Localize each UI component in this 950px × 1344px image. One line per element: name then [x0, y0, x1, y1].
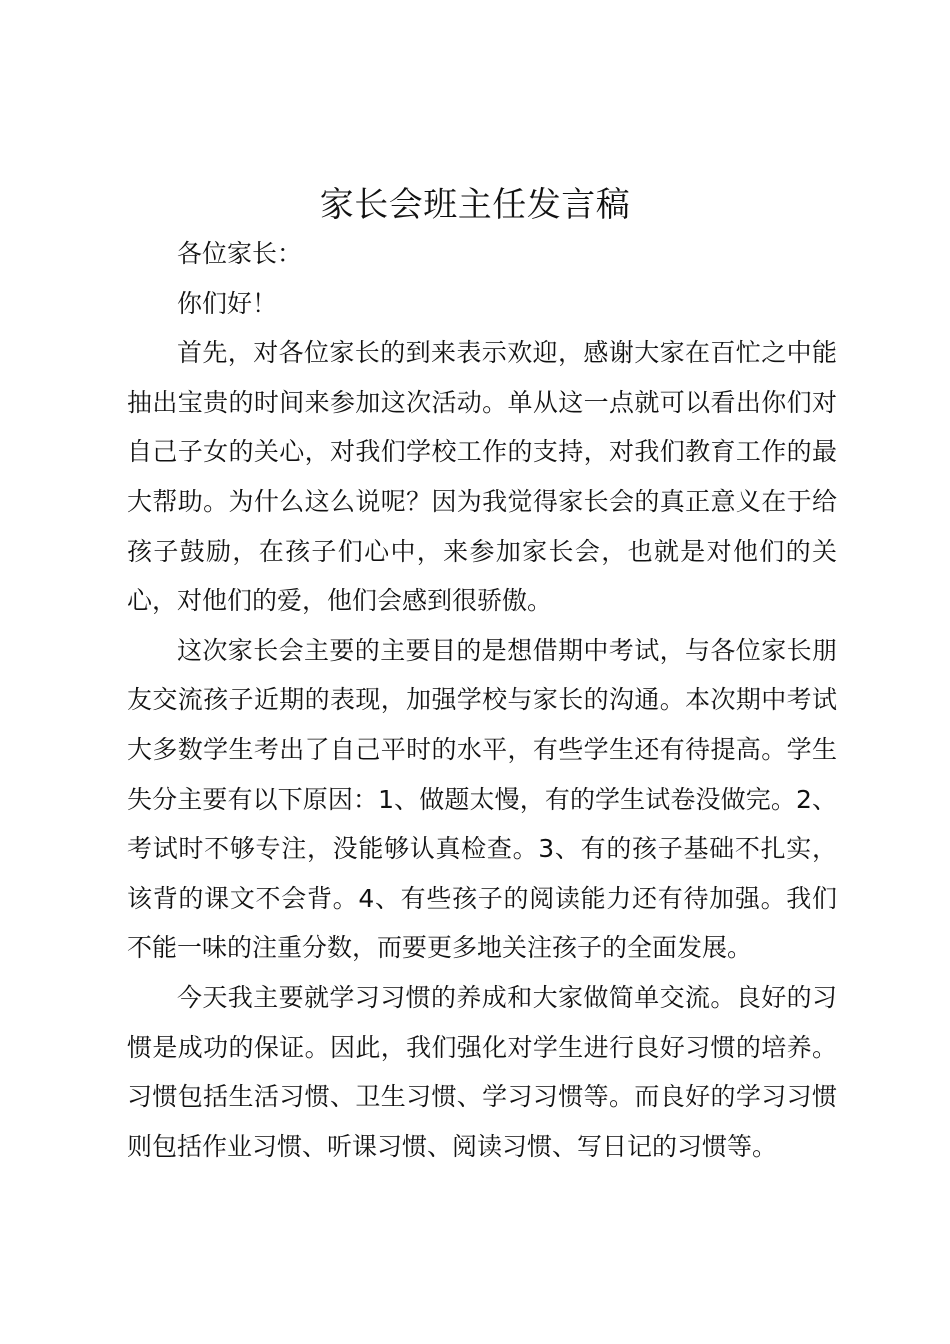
- salutation-line: 你们好！: [177, 288, 278, 318]
- paragraph-welcome: 首先，对各位家长的到来表示欢迎，感谢大家在百忙之中能抽出宝贵的时间来参加这次活动。单从这一点就可以看出你们对自己子女的关心，对我们学校工作的支持，对我们教育工作的最大帮助。为什么这么说呢？因为我觉得家长会的真正意义在于给孩子鼓励，在孩子们心中，来参加家长会，也就是对他们的关心，对他们的爱，他们会感到很骄傲。: [127, 338, 837, 616]
- document-title: 家长会班主任发言稿: [319, 185, 631, 225]
- paragraph-exam-review: 这次家长会主要的主要目的是想借期中考试，与各位家长朋友交流孩子近期的表现，加强学校与家长的沟通。本次期中考试大多数学生考出了自己平时的水平，有些学生还有待提高。学生失分主要有以下原因：1、做题太慢，有的学生试卷没做完。2、考试时不够专注，没能够认真检查。3、有的孩子基础不扎实，该背的课文不会背。4、有些孩子的阅读能力还有待加强。我们不能一味的注重分数，而要更多地关注孩子的全面发展。: [127, 635, 837, 963]
- document-body: [127, 229, 837, 1171]
- greeting-line: 各位家长：: [177, 239, 303, 268]
- paragraph-study-habits: 今天我主要就学习习惯的养成和大家做简单交流。良好的习惯是成功的保证。因此，我们强化对学生进行良好习惯的培养。习惯包括生活习惯、卫生习惯、学习习惯等。而良好的学习习惯则包括作业习惯、听课习惯、阅读习惯、写日记的习惯等。: [127, 982, 837, 1161]
